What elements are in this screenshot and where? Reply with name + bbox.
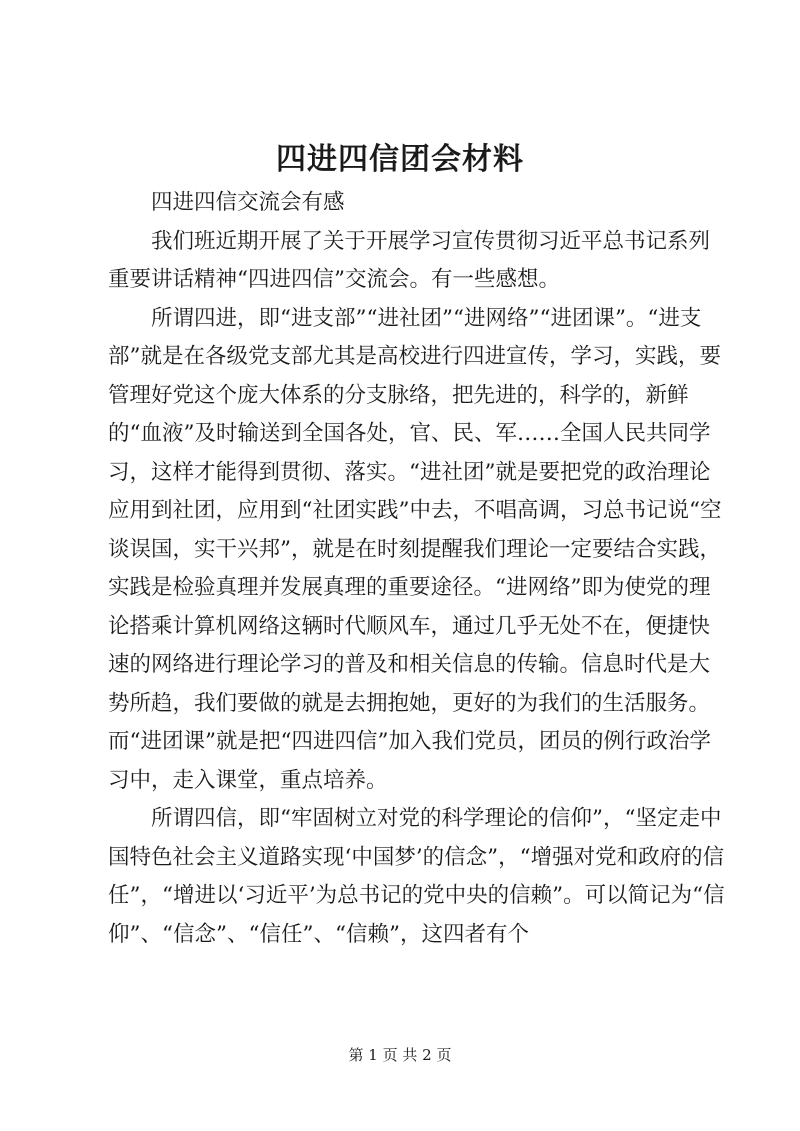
paragraph-four-entries: 所谓四进，即“进支部”“进社团”“进网络”“进团课”。“进支部”就是在各级党支部尤其是高校进行四进宣传，学习，实践，要管理好党这个庞大体系的分支脉络，把先进的，科学的，新鲜的“血液”及时输送到全国各处，官、民、军……全国人民共同学习，这样才能得到贯彻、落实。“进社团”就是要把党的政治理论应用到社团，应用到“社团实践”中去，不唱高调，习总书记说“空谈误国，实干兴邦”，就是在时刻提醒我们理论一定要结合实践，实践是检验真理并发展真理的重要途径。“进网络”即为使党的理论搭乘计算机网络这辆时代顺风车，通过几乎无处不在，便捷快速的网络进行理论学习的普及和相关信息的传输。信息时代是大势所趋，我们要做的就是去拥抱她，更好的为我们的生活服务。而“进团课”就是把“四进四信”加入我们党员，团员的例行政治学习中，走入课堂，重点培养。 (108, 305, 722, 793)
document-body (108, 184, 728, 954)
paragraph-subtitle: 四进四信交流会有感 (151, 190, 345, 215)
paragraph-four-beliefs: 所谓四信，即“牢固树立对党的科学理论的信仰”，“坚定走中国特色社会主义道路实现‘中国梦’的信念”，“增强对党和政府的信任”，“增进以‘习近平’为总书记的党中央的信赖”。可以简记为“信仰”、“信念”、“信任”、“信赖”，这四者有个 (108, 806, 725, 947)
document-title: 四进四信团会材料 (276, 142, 524, 177)
page-footer: 第 1 页 共 2 页 (348, 1046, 452, 1064)
paragraph-intro: 我们班近期开展了关于开展学习宣传贯彻习近平总书记系列重要讲话精神“四进四信”交流会。有一些感想。 (108, 228, 711, 292)
